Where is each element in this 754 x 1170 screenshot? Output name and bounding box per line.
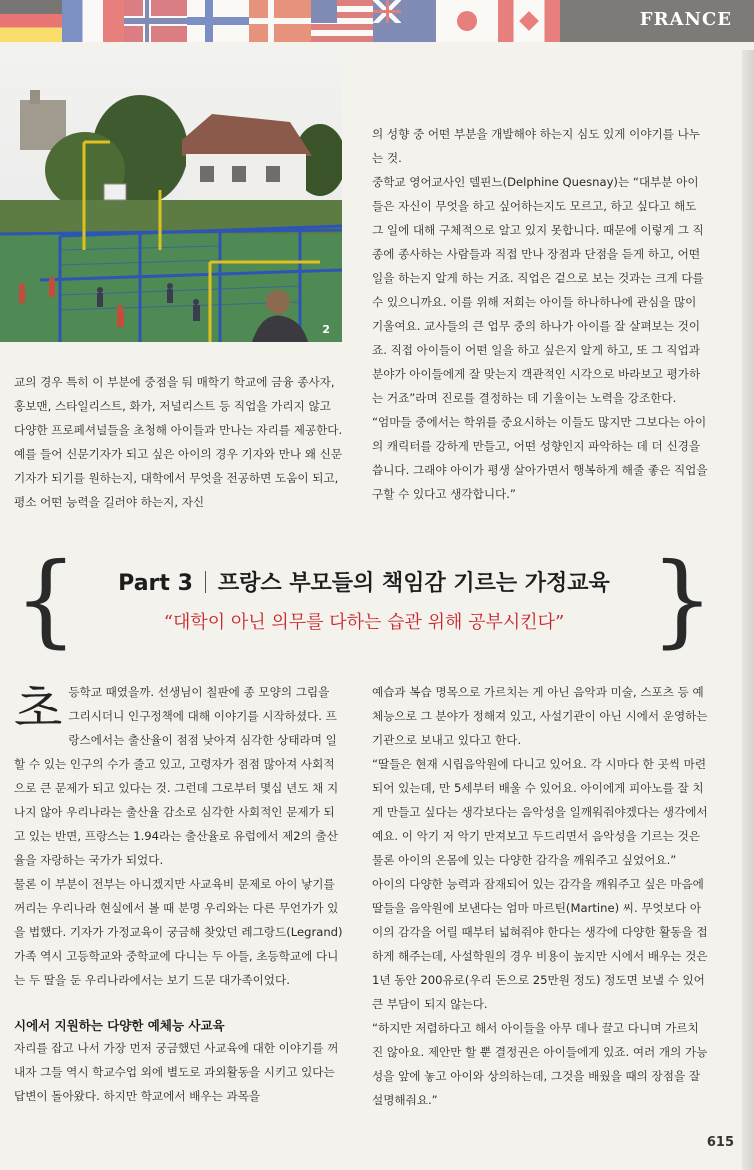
page-number: 615 — [706, 1135, 734, 1150]
paragraph: “엄마들 중에서는 학위를 중요시하는 이들도 많지만 그보다는 아이의 캐릭터를 강하게 만들고, 어떤 성향인지 파악하는 데 더 신경을 씁니다. 그래야 아이가 평생 살아가면서 행복하게 해줄 좋은 직업을 구할 수 있다고 생각합니다.” — [372, 415, 708, 501]
paragraph: 물론 이 부분이 전부는 아니겠지만 사교육비 문제로 아이 낳기를 꺼리는 우리나라 현실에서 볼 때 분명 우리와는 다른 무언가가 있을 법했다. 기자가 가정교육이 궁금해 찾았던 레그랑드(Legrand) 가족 역시 고등학교와 중학교에 다니는 두 아들, 초등학교에 다니는 두 딸을 둔 우리나라에서는 보기 드문 대가족이었다. — [14, 877, 343, 987]
dropcap: 초 — [14, 680, 63, 738]
page-edge-shadow — [742, 50, 754, 1170]
canada-flag-icon — [498, 0, 560, 42]
paragraph: 자리를 잡고 나서 가장 먼저 궁금했던 사교육에 대한 이야기를 꺼내자 그들 역시 학교수업 외에 별도로 과외활동을 시키고 있다는 답변이 돌아왔다. 하지만 학교에서 배우는 과목을 — [14, 1041, 339, 1103]
paragraph: 교의 경우 특히 이 부분에 중점을 둬 매학기 학교에 금융 종사자, 홍보맨, 스타일리스트, 화가, 저널리스트 등 직업을 가리지 않고 다양한 프로페셔널들을 초청해 아이들과 만나는 자리를 제공한다. 예를 들어 신문기자가 되고 싶은 아이의 경우 기자와 만나 왜 신문기자가 되기를 원하는지, 대학에서 무엇을 전공하면 도움이 되고, 평소 어떤 능력을 길러야 하는지, 자신 — [14, 375, 343, 509]
paragraph: 아이의 다양한 능력과 잠재되어 있는 감각을 깨워주고 싶은 마음에 딸들을 음악원에 보낸다는 엄마 마르틴(Martine) 씨. 무엇보다 아이의 감각을 어릴 때부터 넓혀줘야 한다는 생각에 다양한 활동을 접하게 해주는데, 사설학원의 경우 비용이 높지만 시에서 배우는 것은 1년 동안 200유로(우리 돈으로 25만원 정도) 정도면 보낼 수 있어 큰 부담이 되지 않는다. — [372, 877, 708, 1011]
norway-flag-icon — [124, 0, 186, 42]
paragraph-text: 등학교 때였을까. 선생님이 칠판에 종 모양의 그림을 그리시더니 인구정책에 대해 이야기를 시작하셨다. 프랑스에서는 출산율이 점점 낮아져 심각한 상태라며 일할 수 있는 인구의 수가 줄고 있고, 고령자가 점점 많아져 사회적으로 큰 문제가 되고 있다는 것. 그런데 그로부터 몇십 년도 채 지나지 않아 우리나라는 출산율 감소로 심각한 사회적인 문제가 되고 있는 반면, 프랑스는 1.94라는 출산율로 유럽에서 제2의 출산율을 자랑하는 국가가 되었다. — [14, 685, 339, 867]
new-zealand-flag-icon — [373, 0, 435, 42]
paragraph: 중학교 영어교사인 델핀느(Delphine Quesnay)는 “대부분 아이들은 자신이 무엇을 하고 싶어하는지도 모르고, 하고 싶다고 해도 그 일에 대해 구체적으로 알고 있지 못합니다. 때문에 이렇게 그 직종에 종사하는 사람들과 직접 만나 장점과 단점을 듣게 하고, 어떤 일을 하는지 알게 하는 거죠. 직업은 겉으로 보는 것과는 크게 다를 수 있으니까요. 이를 위해 저희는 아이들 하나하나에 관심을 많이 기울여요. 교사들의 큰 업무 중의 하나가 아이를 잘 살펴보는 것이죠. 직접 아이들이 어떤 일을 하고 싶은지 알게 하고, 또 그 직업과 분야가 아이들에게 잘 맞는지 객관적인 시각으로 바라보고 평가하는 거죠”라며 진로를 결정하는 데 기울이는 노력을 강조한다. — [372, 175, 704, 405]
paragraph: 예습과 복습 명목으로 가르치는 게 아닌 음악과 미술, 스포츠 등 예체능으로 그 분야가 정해져 있고, 사설기관이 아닌 시에서 운영하는 기관으로 보내고 있다고 한다. — [372, 685, 708, 747]
japan-flag-icon — [436, 0, 498, 42]
article-column-left-sub — [14, 1036, 344, 1108]
paragraph: 의 성향 중 어떤 부분을 개발해야 하는지 심도 있게 이야기를 나누는 것. — [372, 127, 701, 165]
france-flag-icon — [62, 0, 124, 42]
article-column-right-top — [372, 122, 708, 506]
section-label: FRANCE — [639, 9, 732, 30]
part-heading: 프랑스 부모들의 책임감 기르는 가정교육 — [217, 571, 610, 596]
denmark-flag-icon — [249, 0, 311, 42]
germany-flag-icon — [0, 0, 62, 42]
part-title — [14, 566, 714, 597]
finland-flag-icon — [187, 0, 249, 42]
article-column-left-bottom — [14, 680, 344, 992]
photo-illustration — [0, 50, 342, 342]
photo-number: 2 — [322, 323, 330, 336]
part-subtitle: “대학이 아닌 의무를 다하는 습관 위해 공부시킨다” — [163, 612, 565, 633]
flag-strip — [0, 0, 560, 42]
article-column-left-top — [14, 370, 344, 514]
usa-flag-icon — [311, 0, 373, 42]
part-label: Part 3 — [118, 571, 193, 596]
right-brace-icon: } — [650, 541, 714, 658]
paragraph: “딸들은 현재 시립음악원에 다니고 있어요. 각 시마다 한 곳씩 마련되어 있는데, 만 5세부터 배울 수 있어요. 아이에게 피아노를 잘 치게 만들고 싶다는 생각보다는 음악성을 일깨워줘야겠다는 생각에서예요. 이 악기 저 악기 만져보고 두드리면서 음악성을 기르는 것은 물론 아이의 온몸에 있는 다양한 감각을 깨워주고 싶었어요.” — [372, 757, 708, 867]
subheading: 시에서 지원하는 다양한 예체능 사교육 — [14, 1018, 225, 1033]
paragraph-with-dropcap — [14, 680, 344, 872]
part-heading-section — [14, 541, 714, 660]
school-playground-photo — [0, 50, 342, 342]
left-brace-icon: { — [14, 541, 78, 658]
article-column-right-bottom — [372, 680, 708, 1112]
section-header-bar — [560, 0, 754, 42]
part-divider — [205, 571, 206, 593]
paragraph: “하지만 저렴하다고 해서 아이들을 아무 데나 끌고 다니며 가르치진 않아요. 제안만 할 뿐 결정권은 아이들에게 있죠. 여러 개의 가능성을 앞에 놓고 아이와 상의하는데, 그것을 배웠을 때의 장점을 잘 설명해줘요.” — [372, 1021, 708, 1107]
